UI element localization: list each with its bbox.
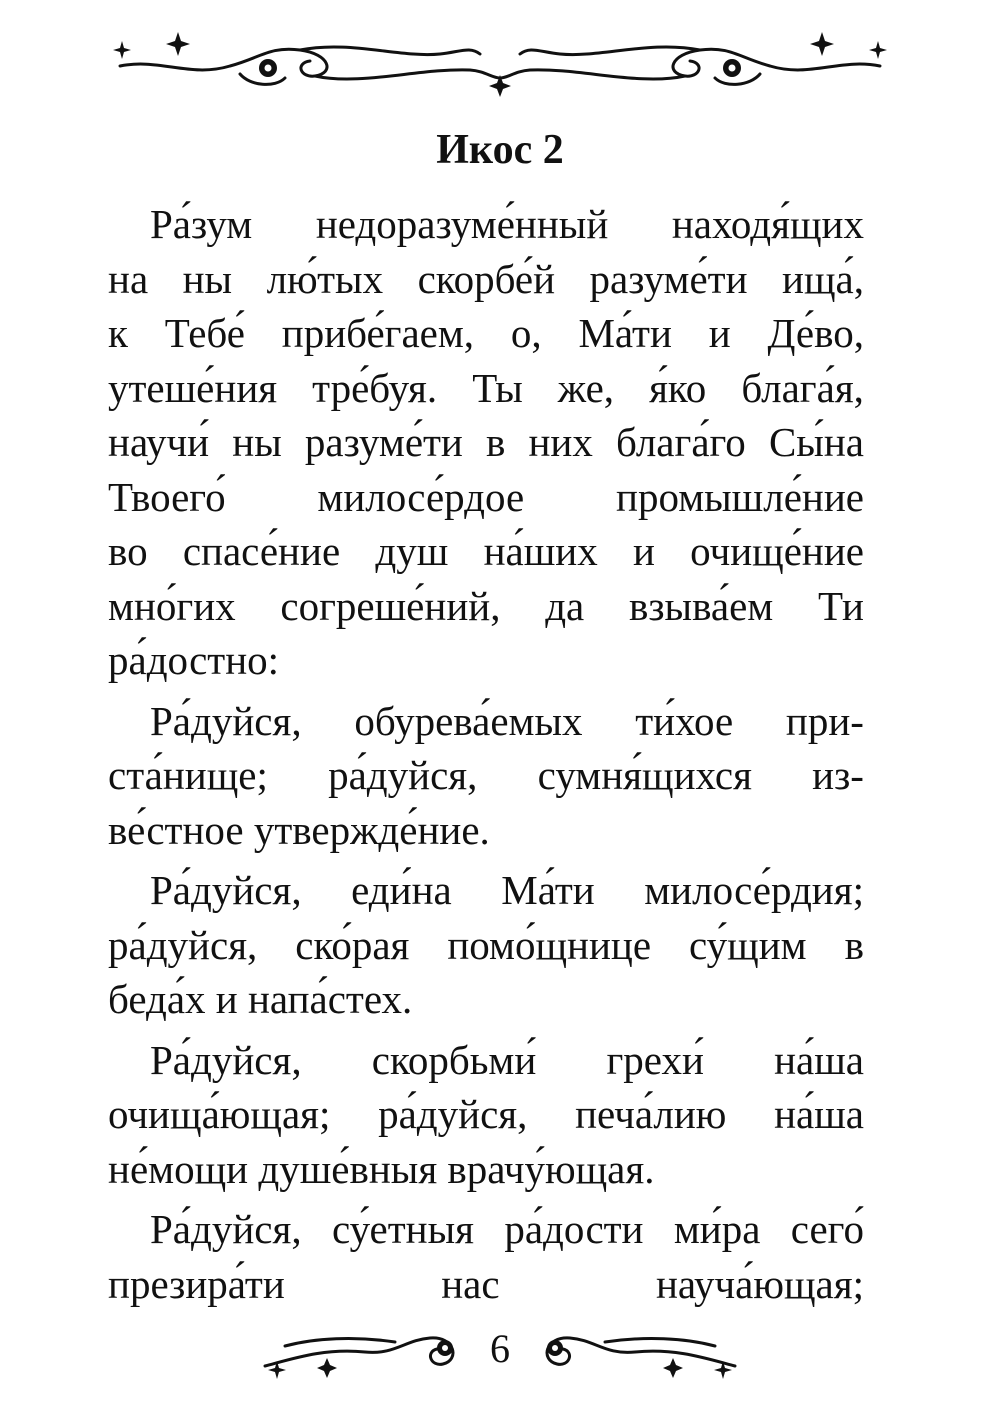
word: сумня́щихся [537, 752, 752, 798]
word: на́ша [774, 1091, 864, 1137]
word: Ма́ти [578, 310, 672, 356]
text-line [108, 1202, 864, 1257]
word: ста́нище; [108, 752, 268, 798]
word: ны [232, 419, 282, 465]
word: нас [441, 1260, 500, 1307]
paragraph [108, 197, 864, 688]
text-line [108, 306, 864, 361]
word: спасе́ние [182, 528, 341, 574]
word: ра́достно: [108, 637, 280, 683]
text-line [108, 633, 864, 688]
word: очище́ние [690, 528, 864, 574]
word: на́ша [774, 1036, 864, 1083]
text-line [108, 361, 864, 416]
text-line [108, 694, 864, 749]
text-line [108, 197, 864, 252]
word: недоразуме́нный [315, 201, 609, 247]
word: научи́ [108, 419, 210, 465]
word: Ра́дуйся, [150, 867, 302, 913]
word: су́етныя [331, 1206, 475, 1252]
word: су́щим [689, 921, 807, 968]
word: тре́буя. [312, 364, 438, 411]
word: находя́щих [671, 201, 864, 247]
paragraph [108, 1033, 864, 1197]
word: и [632, 528, 655, 574]
word: разуме́ти [589, 255, 748, 302]
word: не́мощи душе́вныя врачу́ющая. [108, 1145, 655, 1192]
page-number: 6 [490, 1326, 510, 1371]
text-line [108, 972, 864, 1027]
word: и [708, 310, 731, 356]
word: Ма́ти [501, 867, 595, 913]
text-line [108, 1257, 864, 1312]
word: еди́на [351, 867, 452, 913]
word: я́ко [649, 364, 707, 411]
word: Тебе́ [164, 310, 245, 356]
word: ско́рая [295, 921, 410, 968]
word: ми́ра [673, 1206, 761, 1252]
word: науча́ющая; [655, 1260, 864, 1307]
word: грехи́ [606, 1036, 704, 1083]
text-line [108, 863, 864, 918]
word: взыва́ем [628, 582, 774, 629]
body-text [108, 197, 864, 1311]
word: согреше́ний, [280, 582, 501, 629]
word: ти́хое [635, 697, 734, 744]
word: ра́дости [504, 1206, 644, 1252]
text-line [108, 1087, 864, 1142]
top-ornament-icon [100, 28, 900, 98]
text-line [108, 1033, 864, 1088]
word: ве́стное утвержде́ние. [108, 806, 490, 853]
text-line [108, 252, 864, 307]
word: Ты [472, 364, 523, 411]
word: лю́тых [266, 255, 384, 302]
word: разуме́ти [304, 419, 463, 465]
word: да [545, 582, 585, 629]
text-line [108, 415, 864, 470]
word: ра́дуйся, [378, 1091, 528, 1137]
paragraph [108, 1202, 864, 1311]
word: очища́ющая; [108, 1091, 331, 1137]
word: печа́лию [575, 1091, 727, 1137]
word: милосе́рдое [317, 473, 525, 520]
word: Сы́на [768, 419, 864, 465]
word: из- [812, 752, 864, 798]
word: в [844, 921, 864, 968]
word: во [108, 528, 148, 574]
paragraph [108, 694, 864, 858]
word: Ти [817, 582, 864, 629]
word: Ра́зум [150, 201, 253, 247]
word: милосе́рдия; [644, 867, 864, 913]
word: блага́го [616, 419, 746, 465]
word: ища́, [782, 255, 864, 302]
word: душ [375, 528, 449, 574]
text-line [108, 803, 864, 858]
word: Твоего́ [108, 473, 226, 520]
word: промышле́ние [616, 473, 864, 520]
word: Ра́дуйся, [150, 1206, 302, 1252]
word: сего́ [790, 1206, 864, 1252]
word: помо́щнице [447, 921, 652, 968]
page-title: Икос 2 [436, 127, 564, 173]
word: блага́я, [741, 364, 864, 411]
word: же, [557, 364, 615, 411]
paragraph [108, 863, 864, 1027]
text-line [108, 524, 864, 579]
word: к [108, 310, 128, 356]
text-line [108, 579, 864, 634]
word: них [528, 419, 593, 465]
word: Ра́дуйся, [150, 697, 302, 744]
word: о, [510, 310, 542, 356]
word: презира́ти [108, 1260, 285, 1307]
text-line [108, 1142, 864, 1197]
word: утеше́ния [108, 364, 278, 411]
word: на [108, 255, 149, 302]
word: обурева́емых [354, 697, 583, 744]
word: прибе́гаем, [281, 310, 475, 356]
word: скорбе́й [417, 255, 556, 302]
word: ны [182, 255, 233, 302]
word: в [486, 419, 506, 465]
word: беда́х и напа́стех. [108, 976, 413, 1022]
word: Ра́дуйся, [150, 1036, 302, 1083]
word: на́ших [483, 528, 598, 574]
word: мно́гих [108, 582, 236, 629]
word: скорбьми́ [371, 1036, 537, 1083]
text-line [108, 748, 864, 803]
word: ра́дуйся, [108, 921, 258, 968]
word: ра́дуйся, [328, 752, 478, 798]
word: при- [785, 697, 864, 744]
text-line [108, 918, 864, 973]
word: Де́во, [767, 310, 864, 356]
text-line [108, 470, 864, 525]
